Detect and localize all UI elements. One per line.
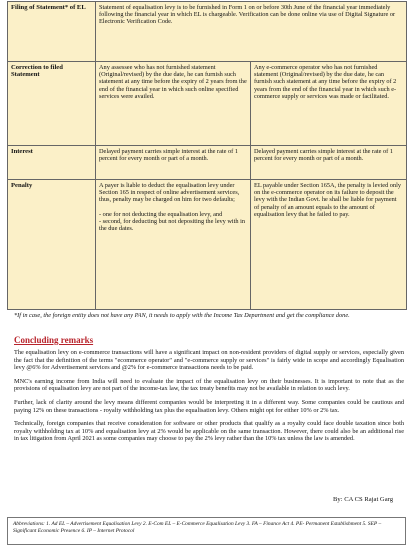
section-heading: Concluding remarks	[14, 335, 94, 345]
table-row	[8, 180, 407, 310]
footnote: *If in case, the foreign entity does not have any PAN, it needs to apply with the Income Tax Department and get the compliance done.	[14, 312, 350, 319]
table-row	[8, 146, 407, 180]
table-row	[8, 62, 407, 146]
row-cell: EL payable under Section 165A, the penalty is levied only on the e-commerce operator on its failure to deposit the levy with the Indian Govt. he shall be liable for payment of penalty of an amount equals to the amount of equalisation levy that he failed to pay.	[251, 180, 407, 310]
body-text	[14, 349, 404, 449]
author-byline: By: CA CS Rajat Garg	[333, 496, 393, 503]
paragraph: MNC's earning income from India will need to evaluate the impact of the equalisation levy on their businesses. It is important to note that as the provisions of equalisation levy are not part of the income-tax law, the tax treaty benefits may not be available in relation to such levy.	[14, 377, 404, 393]
row-cell: Statement of equalisation levy is to be furnished in Form 1 on or before 30th June of the financial year immediately following the financial year in which EL is chargeable. Verification can be done online via use of Digital Signature or Electronic Verification Code.	[96, 2, 407, 62]
row-cell: Any assessee who has not furnished statement (Original/revised) by the due date, he can furnish such statement at any time before the expiry of 2 years from the end of the financial year in which such online specified services were availed.	[96, 62, 251, 146]
row-cell: Any e-commerce operator who has not furnished statement (Original/revised) by the due date, he can furnish such statement at any time before the expiry of 2 years from the end of the financial year in which such e-commerce supply or services was made or facilitated.	[251, 62, 407, 146]
row-cell: Delayed payment carries simple interest at the rate of 1 percent for every month or part of a month.	[96, 146, 251, 180]
row-label: Penalty	[8, 180, 96, 310]
row-label: Correction to filed Statement	[8, 62, 96, 146]
row-label: Interest	[8, 146, 96, 180]
paragraph: Further, lack of clarity around the levy means different companies would be interpreting it in a different way. Some companies could be cautious and paying 12% on these transactions - royalty withholding tax plus the equalisation levy. Others might opt for either 10% or 2% tax.	[14, 398, 404, 414]
row-label: Filing of Statement* of EL	[8, 2, 96, 62]
paragraph: The equalisation levy on e-commerce transactions will have a significant impact on non-resident providers of digital supply or services, especially given the fact that the definition of the terms "ecommerce operator" and "e-commerce supply or services" is fairly wide in scope and accordingly Equalisation levy @6% for Advertisement services and @2% for e-commerce transactions needs to be paid.	[14, 349, 404, 372]
compliance-table	[7, 1, 407, 310]
row-cell: A payer is liable to deduct the equalisation levy under Section 165 in respect of online advertisement services, thus, penalty may be charged on him for two defaults; - one for not deducting the equalisation levy, and - second, for deducting but not depositing the levy with in the due dates.	[96, 180, 251, 310]
abbreviations-box: Abbreviations: 1. Ad EL – Advertisement Equalisation Levy 2. E-Com EL – E-Commerce Equalisation Levy 3. FA – Finance Act 4. PE- Permanent Establishment 5. SEP – Significant Economic Presence 6. IP – Internet Protocol	[7, 517, 406, 545]
table-row	[8, 2, 407, 62]
row-cell: Delayed payment carries simple interest at the rate of 1 percent for every month or part of a month.	[251, 146, 407, 180]
paragraph: Technically, foreign companies that receive consideration for software or other products that qualify as a royalty could face double taxation since both royalty withholding tax at 10% and equalisation levy at 2% would be applicable on the same transaction. However, there could also be an additional rise in tax litigation from April 2021 as some companies may choose to pay the 2% levy rather than the 10% tax unless the law is amended.	[14, 420, 404, 443]
